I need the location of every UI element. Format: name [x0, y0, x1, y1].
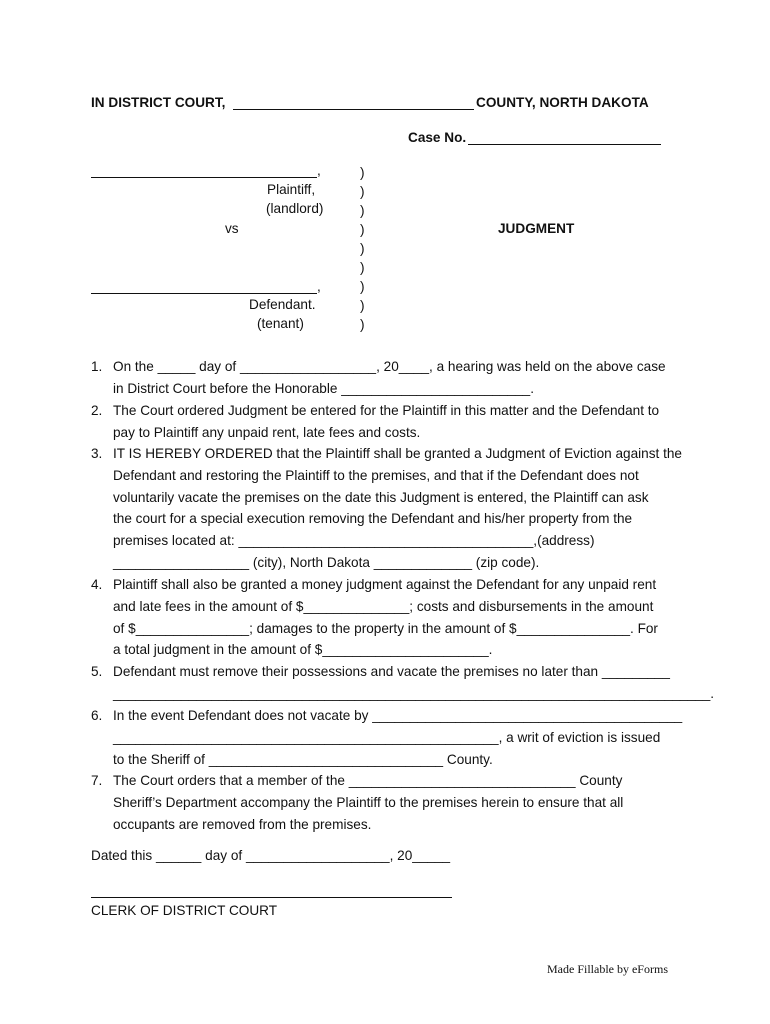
item-line — [113, 552, 683, 574]
fill-in-field[interactable]: _________ — [601, 664, 670, 679]
fill-in-field[interactable]: ______________ — [303, 598, 410, 614]
defendant-role: (tenant) — [257, 316, 304, 331]
fill-in-field[interactable]: __________________ — [113, 554, 250, 570]
item-number: 3. — [91, 446, 103, 461]
item-number: 7. — [91, 773, 103, 788]
fill-in-field[interactable]: _____________ — [373, 554, 473, 570]
dated-month-field[interactable]: ___________________ — [245, 848, 390, 863]
item-text: In the event Defendant does not vacate by — [113, 708, 373, 723]
defendant-comma: , — [317, 279, 321, 294]
dated-prefix: Dated this — [91, 848, 156, 863]
item-line — [113, 683, 715, 705]
item-text: Sheriff’s Department accompany the Plaintiff to the premises herein to ensure that all — [113, 794, 624, 810]
case-no-label: Case No. — [408, 130, 467, 145]
item-line — [113, 530, 683, 552]
item-line — [113, 422, 683, 444]
county-state-label: COUNTY, NORTH DAKOTA — [476, 95, 649, 110]
item-line — [113, 770, 683, 792]
fill-in-field[interactable]: _________________________ — [341, 380, 531, 396]
item-text: IT IS HEREBY ORDERED that the Plaintiff shall be granted a Judgment of Eviction against the — [113, 446, 682, 461]
item-text: . — [530, 380, 534, 396]
item-text: On the — [113, 359, 158, 374]
item-text: in District Court before the Honorable — [113, 380, 342, 396]
defendant-label: Defendant. — [249, 297, 316, 312]
item-body — [113, 770, 683, 835]
item-text: ; damages to the property in the amount of $ — [249, 620, 517, 636]
item-line — [113, 749, 683, 771]
item-text: ; costs and disbursements in the amount — [409, 598, 654, 614]
fill-in-field[interactable]: _______________ — [135, 620, 250, 636]
plaintiff-role: (landlord) — [266, 201, 324, 216]
vs-label: vs — [225, 221, 239, 236]
item-text: , a hearing was held on the above case — [429, 359, 666, 374]
item-text: The Court orders that a member of the — [113, 773, 349, 788]
item-text: occupants are removed from the premises. — [113, 816, 372, 832]
item-body — [113, 705, 683, 770]
item-line — [113, 465, 683, 487]
clerk-label: CLERK OF DISTRICT COURT — [91, 903, 278, 918]
item-line — [113, 814, 683, 836]
item-body — [113, 400, 683, 444]
caption-parens: ) ) ) ) ) ) ) ) ) — [360, 165, 365, 332]
fill-in-field[interactable]: _________________________________________ — [372, 708, 683, 723]
item-text: a total judgment in the amount of $ — [113, 642, 323, 658]
county-name-field[interactable] — [233, 95, 474, 110]
dated-year-prefix: , 20 — [389, 848, 413, 863]
item-line — [113, 596, 683, 618]
item-text: ,(address) — [533, 533, 595, 549]
item-number: 6. — [91, 708, 103, 723]
item-body — [113, 574, 683, 661]
item-line — [113, 792, 683, 814]
item-text: (city), North Dakota — [249, 554, 374, 570]
item-text: County — [575, 773, 623, 788]
eforms-mark: Made Fillable by eForms — [547, 962, 668, 976]
item-body — [113, 443, 683, 574]
item-line — [113, 661, 683, 683]
item-line — [113, 705, 683, 727]
dated-year-field[interactable]: _____ — [412, 848, 451, 863]
item-number: 5. — [91, 664, 103, 679]
case-no-field[interactable] — [468, 130, 661, 145]
item-number: 2. — [91, 403, 103, 418]
item-text: County. — [443, 751, 493, 767]
item-line — [113, 639, 683, 661]
fill-in-field[interactable]: _____ — [157, 359, 196, 374]
clerk-signature-field[interactable] — [91, 883, 452, 898]
item-line — [113, 574, 683, 596]
item-text: . For — [630, 620, 658, 636]
fill-in-field[interactable]: _______________________________________ — [238, 533, 534, 549]
fill-in-field[interactable]: ____ — [398, 359, 430, 374]
dated-day-of: day of — [201, 848, 246, 863]
dated-day-field[interactable]: ______ — [155, 848, 202, 863]
fill-in-field[interactable]: _______________________________________________________________________________ — [113, 685, 711, 701]
item-text: , 20 — [376, 359, 399, 374]
item-body — [113, 356, 683, 400]
item-text: Plaintiff shall also be granted a money judgment against the Defendant for any unpaid rent — [113, 577, 657, 592]
plaintiff-comma: , — [317, 163, 321, 178]
fill-in-field[interactable]: ___________________________________________________ — [113, 729, 499, 745]
dated-line — [91, 848, 450, 863]
item-text: The Court ordered Judgment be entered for the Plaintiff in this matter and the Defendant to — [113, 403, 660, 418]
plaintiff-label: Plaintiff, — [267, 182, 316, 197]
item-text: to the Sheriff of — [113, 751, 209, 767]
item-line — [113, 508, 683, 530]
item-text: . — [710, 685, 715, 701]
item-line — [113, 618, 683, 640]
item-text: Defendant must remove their possessions and vacate the premises no later than — [113, 664, 602, 679]
item-text: premises located at: — [113, 533, 239, 549]
item-line — [113, 378, 683, 400]
fill-in-field[interactable]: _______________ — [516, 620, 631, 636]
item-number: 4. — [91, 577, 103, 592]
document-title: JUDGMENT — [498, 221, 575, 236]
item-line — [113, 356, 683, 378]
item-body — [113, 661, 715, 705]
item-text: day of — [195, 359, 240, 374]
item-text: the court for a special execution removing the Defendant and his/her property from the — [113, 511, 633, 527]
fill-in-field[interactable]: ______________________________ — [348, 773, 576, 788]
item-text: . — [488, 642, 493, 658]
item-text: voluntarily vacate the premises on the date this Judgment is entered, the Plaintiff can ask — [113, 489, 649, 505]
item-line — [113, 443, 683, 465]
court-heading: IN DISTRICT COURT, — [91, 95, 226, 110]
item-text: and late fees in the amount of $ — [113, 598, 304, 614]
item-text: Defendant and restoring the Plaintiff to the premises, and that if the Defendant does not — [113, 467, 639, 483]
item-line — [113, 727, 683, 749]
defendant-name-field[interactable] — [91, 277, 317, 294]
fill-in-field[interactable]: _______________________________ — [208, 751, 444, 767]
item-text: , a writ of eviction is issued — [498, 729, 661, 745]
item-text: pay to Plaintiff any unpaid rent, late fees and costs. — [113, 424, 421, 440]
item-line — [113, 400, 683, 422]
item-text: (zip code). — [472, 554, 540, 570]
item-number: 1. — [91, 359, 103, 374]
plaintiff-name-field[interactable] — [91, 161, 317, 178]
item-text: of $ — [113, 620, 136, 636]
item-line — [113, 487, 683, 509]
fill-in-field[interactable]: ______________________ — [322, 642, 489, 658]
fill-in-field[interactable]: __________________ — [240, 359, 377, 374]
